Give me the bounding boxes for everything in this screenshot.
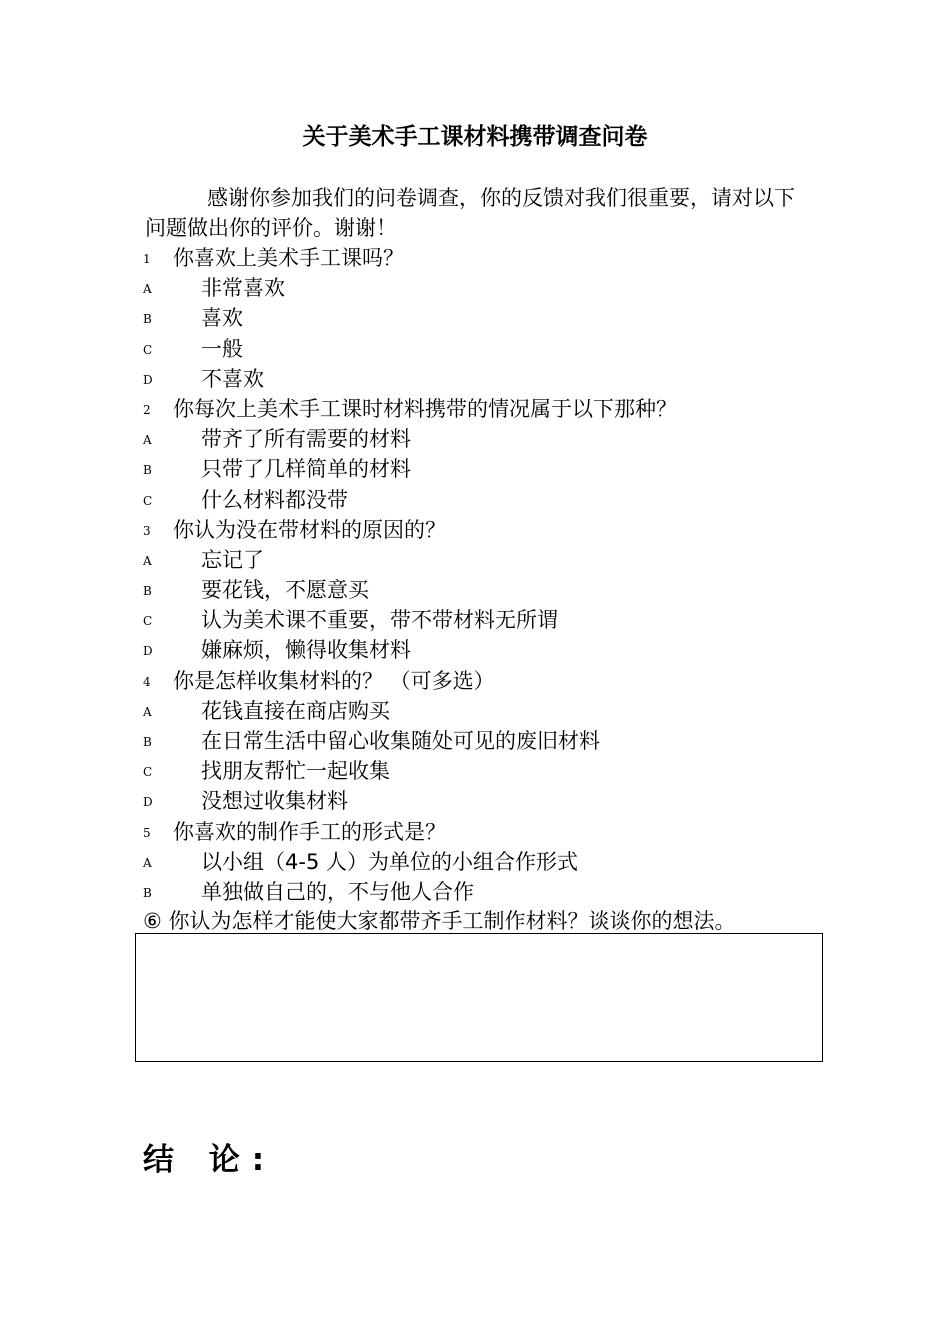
option-row[interactable] [0, 605, 950, 635]
question-text: 你喜欢的制作手工的形式是？ [173, 819, 446, 844]
option-row[interactable] [0, 756, 950, 786]
option-row[interactable] [0, 364, 950, 394]
option-text: 带齐了所有需要的材料 [201, 427, 411, 452]
option-row[interactable] [0, 424, 950, 454]
option-text: 找朋友帮忙一起收集 [201, 759, 390, 784]
option-letter: C [143, 614, 153, 629]
option-text: 忘记了 [201, 547, 264, 572]
question-row [0, 394, 950, 424]
option-row[interactable] [0, 847, 950, 877]
question-number: 2 [143, 402, 151, 417]
question-row [0, 515, 950, 545]
question-number: 3 [143, 523, 151, 538]
option-letter: B [143, 885, 152, 900]
option-text: 不喜欢 [201, 366, 264, 391]
option-row[interactable] [0, 877, 950, 907]
option-text: 单独做自己的，不与他人合作 [201, 879, 474, 904]
question-text: 你认为没在带材料的原因的？ [173, 517, 446, 542]
option-letter: C [143, 765, 153, 780]
option-row[interactable] [0, 545, 950, 575]
option-letter: A [143, 704, 152, 719]
option-letter: A [143, 282, 152, 297]
option-text: 什么材料都没带 [201, 487, 348, 512]
option-text: 没想过收集材料 [201, 789, 348, 814]
option-letter: B [143, 463, 152, 478]
option-text: 要花钱，不愿意买 [201, 578, 369, 603]
question-text: 你喜欢上美术手工课吗？ [173, 246, 404, 270]
question-number: 1 [143, 252, 151, 266]
option-letter: B [143, 735, 152, 749]
option-row[interactable] [0, 273, 950, 303]
answer-box[interactable] [135, 933, 823, 1062]
intro-paragraph: 感谢你参加我们的问卷调查，你的反馈对我们很重要，请对以下问题做出你的评价。谢谢！ [145, 186, 795, 240]
option-text: 喜欢 [201, 306, 243, 331]
question-text: 你是怎样收集材料的？ （可多选） [173, 668, 495, 693]
option-row[interactable] [0, 786, 950, 816]
question-row [0, 666, 950, 696]
option-letter: D [143, 372, 153, 387]
document-title: 关于美术手工课材料携带调查问卷 [302, 124, 648, 150]
option-text: 嫌麻烦，懒得收集材料 [201, 638, 411, 663]
option-text: 一般 [201, 336, 243, 361]
option-text: 以小组（4-5 人）为单位的小组合作形式 [201, 849, 578, 874]
option-text: 在日常生活中留心收集随处可见的废旧材料 [201, 729, 600, 753]
option-text: 认为美术课不重要，带不带材料无所谓 [201, 608, 558, 633]
option-text: 花钱直接在商店购买 [201, 698, 390, 723]
option-text: 非常喜欢 [201, 276, 285, 301]
option-letter: B [143, 584, 152, 599]
question-text: 你每次上美术手工课时材料携带的情况属于以下那种？ [173, 396, 677, 421]
question-row [0, 817, 950, 847]
question-list [0, 243, 950, 907]
option-row[interactable] [0, 485, 950, 515]
question-row [0, 243, 950, 273]
option-row[interactable] [0, 454, 950, 484]
option-letter: C [143, 493, 153, 508]
conclusion-heading: 结 论: [143, 1142, 277, 1178]
option-row[interactable] [0, 334, 950, 364]
option-letter: A [143, 553, 152, 568]
option-row[interactable] [0, 303, 950, 333]
question-number: 5 [143, 825, 151, 840]
option-letter: D [143, 644, 153, 659]
option-row[interactable] [0, 726, 950, 756]
option-letter: D [143, 795, 153, 810]
open-question: ⑥ 你认为怎样才能使大家都带齐手工制作材料？谈谈你的想法。 [143, 909, 736, 933]
option-text: 只带了几样简单的材料 [201, 457, 411, 482]
option-letter: A [143, 855, 152, 870]
option-row[interactable] [0, 696, 950, 726]
option-letter: B [143, 312, 152, 327]
question-number: 4 [143, 674, 151, 689]
option-letter: A [143, 433, 152, 448]
option-row[interactable] [0, 635, 950, 665]
option-row[interactable] [0, 575, 950, 605]
option-letter: C [143, 342, 153, 357]
